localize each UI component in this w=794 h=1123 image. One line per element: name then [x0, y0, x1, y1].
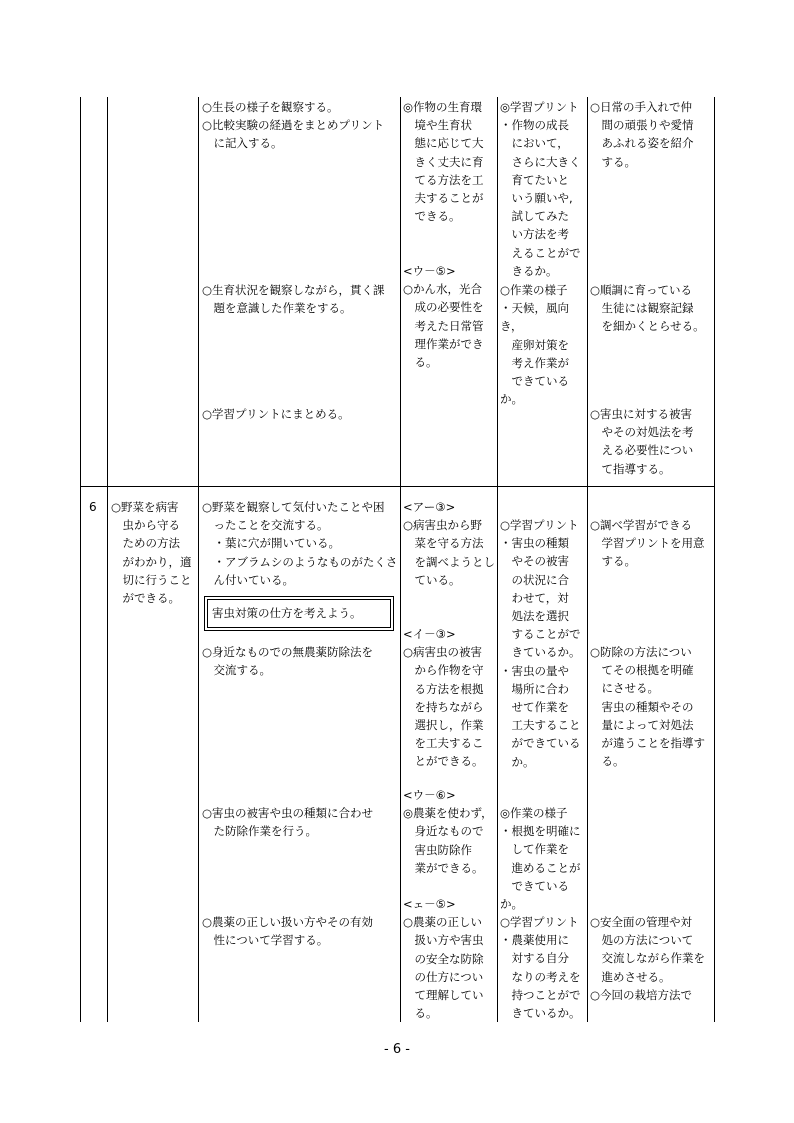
evaluation-cell: ◎作業の様子 ・根拠を明確に して作業を 進めることが できているか。: [500, 806, 581, 912]
lesson-goal-box: [204, 596, 394, 631]
activity-cell: ○農薬の正しい扱い方やその有効 性について学習する。: [202, 915, 374, 948]
activity-cell: ○身近なものでの無農薬防除法を 交流する。: [202, 645, 374, 678]
column-divider-hour: [107, 97, 108, 1022]
activity-cell: ○生育状況を観察しながら，貫く課 題を意識した作業をする。: [202, 283, 385, 316]
support-cell: ○害虫に対する被害 やその対処法を考 える必要性につい て指導する。: [590, 407, 694, 476]
support-cell: ○防除の方法につい てその根拠を明確 にさせる。 害虫の種類やその 量によって対処法 が違うことを指導す る。: [590, 645, 705, 769]
evaluation-cell: ○学習プリント ・害虫の種類 やその被害 の状況に合 わせて，対 処法を選択 することがで きているか。 ・害虫の量や 場所に合わ せて作業を 工夫すること ができている か。: [500, 518, 581, 769]
column-divider-criteria: [497, 97, 498, 1022]
criteria-cell: ◎作物の生育環 境や生育状 態に応じて大 きく丈夫に育 てる方法を工 夫することが できる。: [403, 100, 484, 224]
criteria-cell: <ウ－⑥> ◎農薬を使わず， 身近なもので 害虫防除作 業ができる。: [403, 788, 493, 875]
activity-cell: ○学習プリントにまとめる。: [202, 407, 350, 421]
page-number: - 6 -: [384, 1042, 410, 1057]
evaluation-cell: ○学習プリント ・農薬使用に 対する自分 なりの考えを 持つことがで きているか。: [500, 915, 581, 1021]
evaluation-cell: ◎学習プリント ・作物の成長 において， さらに大きく 育てたいと いう願いや, 試してみた い方法を考 えることがで きるか。: [500, 100, 581, 278]
evaluation-cell: ○作業の様子 ・天候，風向き， 産卵対策を 考え作業が できているか。: [500, 283, 569, 407]
criteria-cell: <イ－③> ○病害虫の被害 から作物を守 る方法を根拠 を持ちながら 選択し，作業 を工夫するこ とができる。: [403, 627, 484, 769]
criteria-cell: <ェ－⑤> ○農薬の正しい 扱い方や害虫 の安全な防除 の仕方につい て理解してい る。: [403, 897, 484, 1021]
table-border-right: [714, 97, 715, 1022]
row-separator: [80, 486, 715, 487]
lesson-goal-text: 害虫対策の仕方を考えよう。: [207, 599, 391, 628]
column-divider-evaluation: [587, 97, 588, 1022]
activity-cell: ○生長の様子を観察する。 ○比較実験の経過をまとめプリント に記入する。: [202, 100, 385, 151]
aim-cell: ○野菜を病害 虫から守る ための方法 がわかり，適 切に行うこと ができる。: [111, 500, 192, 606]
column-divider-activity: [400, 97, 401, 1022]
support-cell: ○日常の手入れで仲 間の頑張りや愛情 あふれる姿を紹介 する。: [590, 100, 694, 169]
activity-cell: ○野菜を観察して気付いたことや困 ったことを交流する。 ・葉に穴が開いている。 ・アブラムシのようなものがたくさ ん付いている。: [202, 500, 398, 587]
criteria-cell: <ウ－⑤> ○かん水，光合 成の必要性を 考えた日常管 理作業ができ る。: [403, 264, 484, 370]
support-cell: ○調べ学習ができる 学習プリントを用意 する。: [590, 518, 705, 569]
support-cell: ○安全面の管理や対 処の方法について 交流しながら作業を 進めさせる。 ○今回の栽培方法で: [590, 915, 705, 1002]
activity-cell: ○害虫の被害や虫の種類に合わせ た防除作業を行う。: [202, 806, 374, 839]
criteria-cell: <アー③> ○病害虫から野 菜を守る方法 を調べようとし ている。: [403, 500, 495, 587]
table-border-left: [80, 97, 81, 1022]
support-cell: ○順調に育っている 生徒には観察記録 を細かくとらせる。: [590, 283, 705, 334]
column-divider-aim: [198, 97, 199, 1022]
hour-number: 6: [89, 500, 97, 514]
